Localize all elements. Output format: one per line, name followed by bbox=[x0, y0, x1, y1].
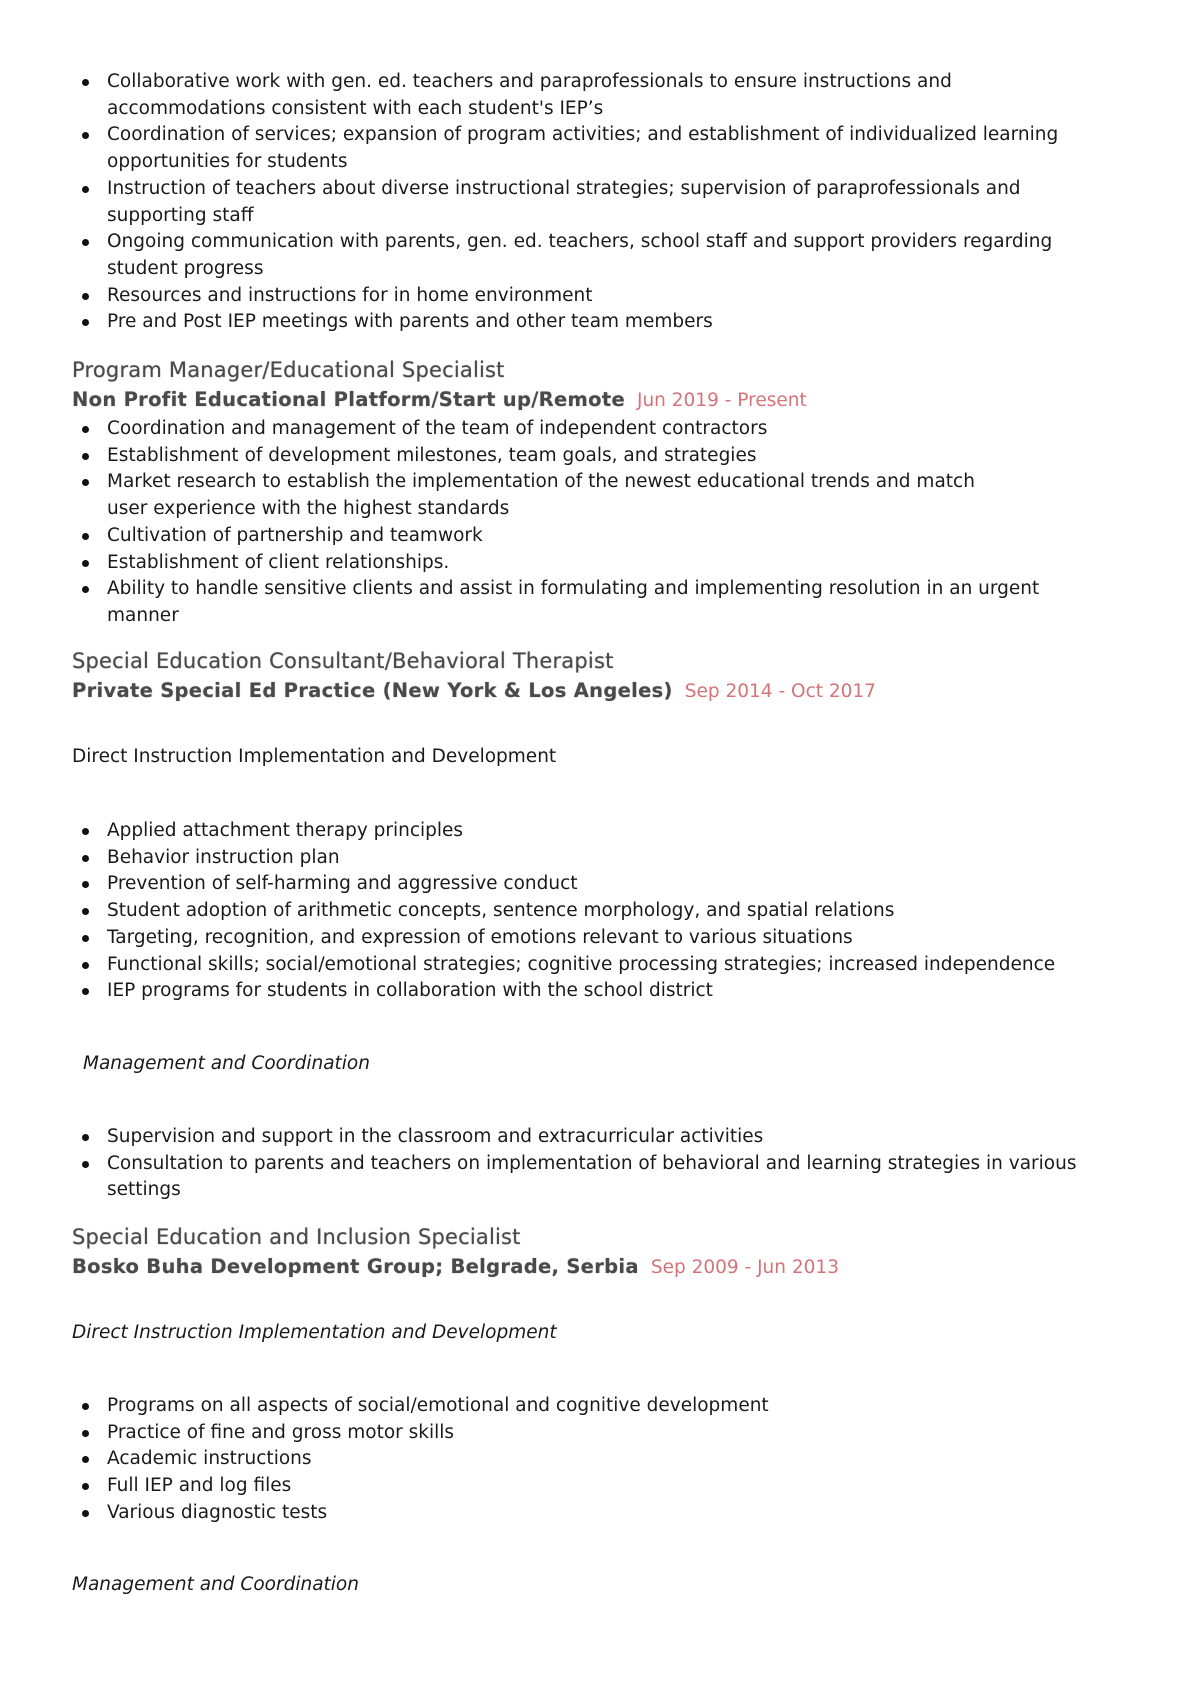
list-item-text: manner bbox=[107, 604, 179, 626]
list-item-text: opportunities for students bbox=[107, 151, 348, 173]
list-item bbox=[72, 309, 1122, 336]
company-name: Non Profit Educational Platform/Start up/Remote bbox=[72, 388, 625, 411]
list-item bbox=[72, 469, 1122, 522]
job-entry-inclusion-specialist bbox=[72, 1223, 1122, 1283]
company-name: Private Special Ed Practice (New York & Los Angeles) bbox=[72, 679, 673, 702]
list-item bbox=[72, 416, 1122, 443]
list-item bbox=[72, 818, 1122, 845]
bullet-list bbox=[72, 1393, 1122, 1527]
bullet-list bbox=[72, 1124, 1122, 1204]
list-item-text: Collaborative work with gen. ed. teachers and paraprofessionals to ensure instructions and bbox=[107, 71, 952, 92]
list-item bbox=[72, 952, 1122, 979]
list-item bbox=[72, 1151, 1122, 1204]
list-item bbox=[72, 176, 1122, 229]
bullet-list bbox=[72, 416, 1122, 630]
list-item-text: Instruction of teachers about diverse instructional strategies; supervision of paraprofessionals and bbox=[107, 177, 1021, 199]
list-item-text: Supervision and support in the classroom and extracurricular activities bbox=[107, 1126, 764, 1147]
list-item-text: accommodations consistent with each student's IEP’s bbox=[107, 97, 604, 119]
list-item-text: Behavior instruction plan bbox=[107, 846, 340, 868]
section-heading: Management and Coordination bbox=[72, 1574, 359, 1595]
list-item-text: Coordination of services; expansion of program activities; and establishment of individualized learning bbox=[107, 124, 1059, 146]
list-item bbox=[72, 550, 1122, 577]
employment-dates: Sep 2009 - Jun 2013 bbox=[650, 1257, 839, 1278]
list-item-text: Resources and instructions for in home environment bbox=[107, 284, 593, 306]
list-item-text: Prevention of self-harming and aggressive conduct bbox=[107, 873, 578, 895]
list-item-text: Establishment of client relationships. bbox=[107, 551, 450, 573]
list-item bbox=[72, 1446, 1122, 1473]
company-row bbox=[72, 676, 1122, 707]
list-item-text: Academic instructions bbox=[107, 1448, 312, 1470]
job-title: Special Education Consultant/Behavioral Therapist bbox=[72, 649, 614, 673]
list-item bbox=[72, 1393, 1122, 1420]
list-item-text: Practice of fine and gross motor skills bbox=[107, 1421, 455, 1443]
list-item bbox=[72, 1124, 1122, 1151]
list-item-text: Consultation to parents and teachers on implementation of behavioral and learning strategies in various bbox=[107, 1152, 1077, 1174]
list-item-text: Coordination and management of the team of independent contractors bbox=[107, 418, 768, 439]
list-item-text: Establishment of development milestones, team goals, and strategies bbox=[107, 444, 757, 466]
company-name: Bosko Buha Development Group; Belgrade, Serbia bbox=[72, 1255, 639, 1278]
job-title: Program Manager/Educational Specialist bbox=[72, 358, 505, 382]
list-item bbox=[72, 1420, 1122, 1447]
company-row bbox=[72, 1252, 1122, 1283]
section-heading: Direct Instruction Implementation and Development bbox=[72, 746, 557, 767]
list-item bbox=[72, 845, 1122, 872]
job2-section1 bbox=[72, 818, 1122, 1005]
list-item bbox=[72, 283, 1122, 310]
list-item-text: Full IEP and log files bbox=[107, 1475, 292, 1497]
section-heading: Direct Instruction Implementation and Development bbox=[72, 1322, 557, 1343]
employment-dates: Sep 2014 - Oct 2017 bbox=[684, 681, 876, 702]
list-item bbox=[72, 871, 1122, 898]
list-item-text: Applied attachment therapy principles bbox=[107, 820, 464, 841]
job-title: Special Education and Inclusion Specialist bbox=[72, 1225, 521, 1249]
list-item-text: IEP programs for students in collaboration with the school district bbox=[107, 980, 713, 1002]
list-item-text: student progress bbox=[107, 257, 264, 279]
section-heading: Management and Coordination bbox=[83, 1053, 370, 1074]
list-item bbox=[72, 978, 1122, 1005]
list-item-text: Student adoption of arithmetic concepts, sentence morphology, and spatial relations bbox=[107, 900, 895, 922]
previous-job-bullets bbox=[72, 69, 1122, 336]
list-item-text: user experience with the highest standards bbox=[107, 498, 510, 520]
list-item-text: Various diagnostic tests bbox=[107, 1501, 328, 1523]
list-item-text: Programs on all aspects of social/emotional and cognitive development bbox=[107, 1395, 769, 1416]
list-item-text: Pre and Post IEP meetings with parents and other team members bbox=[107, 311, 713, 333]
list-item-text: Ability to handle sensitive clients and assist in formulating and implementing resolution in an urgent bbox=[107, 578, 1040, 600]
list-item bbox=[72, 576, 1122, 629]
employment-dates: Jun 2019 - Present bbox=[636, 390, 807, 411]
list-item-text: settings bbox=[107, 1179, 181, 1201]
list-item bbox=[72, 898, 1122, 925]
list-item bbox=[72, 1473, 1122, 1500]
job-entry-program-manager bbox=[72, 356, 1122, 630]
list-item bbox=[72, 122, 1122, 175]
list-item-text: Functional skills; social/emotional strategies; cognitive processing strategies; increased independence bbox=[107, 953, 1056, 975]
list-item-text: supporting staff bbox=[107, 204, 254, 226]
bullet-list bbox=[72, 69, 1122, 336]
list-item bbox=[72, 1500, 1122, 1527]
company-row bbox=[72, 385, 1122, 416]
list-item bbox=[72, 69, 1122, 122]
list-item-text: Ongoing communication with parents, gen. ed. teachers, school staff and support providers regarding bbox=[107, 231, 1053, 253]
list-item-text: Cultivation of partnership and teamwork bbox=[107, 524, 483, 546]
list-item-text: Market research to establish the implementation of the newest educational trends and match bbox=[107, 471, 975, 493]
bullet-list bbox=[72, 818, 1122, 1005]
job2-section2 bbox=[72, 1124, 1122, 1204]
list-item-text: Targeting, recognition, and expression of emotions relevant to various situations bbox=[107, 926, 853, 948]
list-item bbox=[72, 229, 1122, 282]
job-entry-special-ed-consultant bbox=[72, 647, 1122, 707]
list-item bbox=[72, 443, 1122, 470]
list-item bbox=[72, 925, 1122, 952]
list-item bbox=[72, 523, 1122, 550]
job3-section1 bbox=[72, 1393, 1122, 1527]
